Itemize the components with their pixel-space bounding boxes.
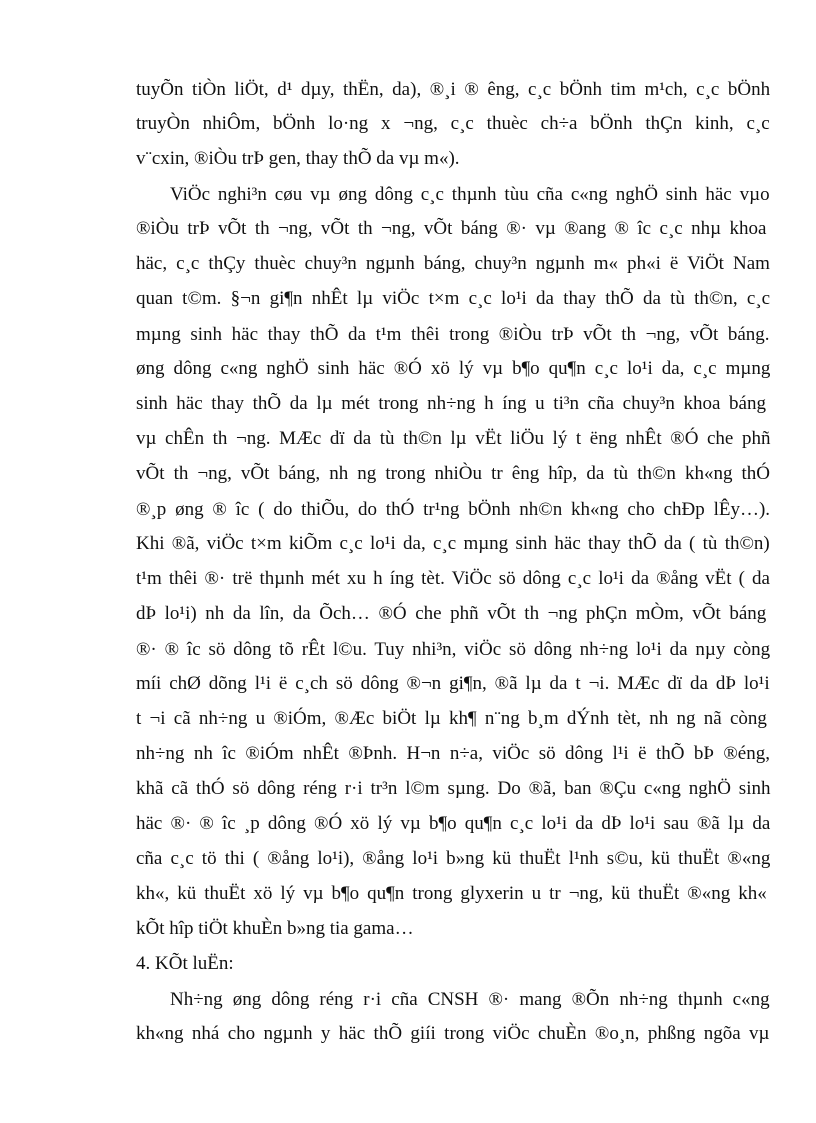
- text-line: dÞ lo¹i) nh da lîn, da Õch… ®Ó che phñ vÕt th ¬ng phÇn mÒm, vÕt báng: [136, 603, 767, 624]
- text-line: t¹m thêi ®· trë thµnh mét xu h íng tèt. ViÖc sö dông c¸c lo¹i da ®ång vËt ( da: [136, 568, 770, 589]
- text-line: øng dông c«ng nghÖ sinh häc ®Ó xö lý vµ b¶o qu¶n c¸c lo¹i da, c¸c mµng: [136, 358, 771, 379]
- text-line: míi chØ dõng l¹i ë c¸ch sö dông ®¬n gi¶n, ®ã lµ da t ¬i. MÆc dï da dÞ lo¹i: [136, 673, 770, 694]
- text-line: truyÒn nhiÔm, bÖnh lo·ng x ¬ng, c¸c thuèc ch÷a bÖnh thÇn kinh, c¸c: [136, 113, 770, 134]
- text-line: v¨cxin, ®iÒu trÞ gen, thay thÕ da vµ m«).: [136, 148, 460, 169]
- text-line: tuyÕn tiÒn liÖt, d¹ dµy, thËn, da), ®¸i ® êng, c¸c bÖnh tim m¹ch, c¸c bÖnh: [136, 79, 771, 100]
- text-line: kh«, kü thuËt xö lý vµ b¶o qu¶n trong glyxerin u tr ¬ng, kü thuËt ®«ng kh«: [136, 883, 767, 904]
- text-line: ®iÒu trÞ vÕt th ¬ng, vÕt th ¬ng, vÕt báng ®· vµ ®ang ® îc c¸c nhµ khoa: [136, 218, 767, 239]
- text-line: nh÷ng nh îc ®iÓm nhÊt ®Þnh. H¬n n÷a, viÖc sö dông l¹i ë thÕ bÞ ®éng,: [136, 743, 770, 764]
- text-line: Nh÷ng øng dông réng r·i cña CNSH ®· mang ®Õn nh÷ng thµnh c«ng: [170, 989, 770, 1010]
- text-line: mµng sinh häc thay thÕ da t¹m thêi trong ®iÒu trÞ vÕt th ¬ng, vÕt báng.: [136, 324, 770, 345]
- text-line: kh«ng nhá cho ngµnh y häc thÕ giíi trong viÖc chuÈn ®o¸n, phßng ngõa vµ: [136, 1023, 770, 1044]
- text-line: Khi ®ã, viÖc t×m kiÕm c¸c lo¹i da, c¸c mµng sinh häc thay thÕ da ( tù th©n): [136, 533, 770, 554]
- text-line: ®· ® îc sö dông tõ rÊt l©u. Tuy nhi³n, viÖc sö dông nh÷ng lo¹i da nµy còng: [136, 639, 771, 660]
- text-line: kÕt hîp tiÖt khuÈn b»ng tia gama…: [136, 918, 414, 939]
- section-heading: 4. KÕt luËn:: [136, 953, 234, 974]
- text-line: ViÖc nghi³n cøu vµ øng dông c¸c thµnh tùu cña c«ng nghÖ sinh häc vµo: [170, 184, 770, 205]
- text-line: häc, c¸c thÇy thuèc chuy³n ngµnh báng, chuy³n ngµnh m« ph«i ë ViÖt Nam: [136, 253, 770, 274]
- text-line: vÕt th ¬ng, vÕt báng, nh ng trong nhiÒu tr êng hîp, da tù th©n kh«ng thÓ: [136, 463, 771, 484]
- text-line: sinh häc thay thÕ da lµ mét trong nh÷ng h íng u ti³n cña chuy³n khoa báng: [136, 393, 766, 414]
- text-line: häc ®· ® îc ¸p dông ®Ó xö lý vµ b¶o qu¶n c¸c lo¹i da dÞ lo¹i sau ®ã lµ da: [136, 813, 771, 834]
- text-line: t ¬i cã nh÷ng u ®iÓm, ®Æc biÖt lµ kh¶ n¨ng b¸m dÝnh tèt, nh ng nã còng: [136, 708, 767, 729]
- text-line: quan t©m. §¬n gi¶n nhÊt lµ viÖc t×m c¸c lo¹i da thay thÕ da tù th©n, c¸c: [136, 288, 771, 309]
- text-line: khã cã thÓ sö dông réng r·i tr³n l©m sµng. Do ®ã, ban ®Çu c«ng nghÖ sinh: [136, 778, 771, 799]
- text-line: ®¸p øng ® îc ( do thiÕu, do thÓ tr¹ng bÖnh nh©n kh«ng cho chÐp lÊy…).: [136, 499, 771, 520]
- text-line: cña c¸c tö thi ( ®ång lo¹i), ®ång lo¹i b»ng kü thuËt l¹nh s©u, kü thuËt ®«ng: [136, 848, 771, 869]
- text-line: vµ chÊn th ¬ng. MÆc dï da tù th©n lµ vËt liÖu lý t ëng nhÊt ®Ó che phñ: [136, 428, 771, 449]
